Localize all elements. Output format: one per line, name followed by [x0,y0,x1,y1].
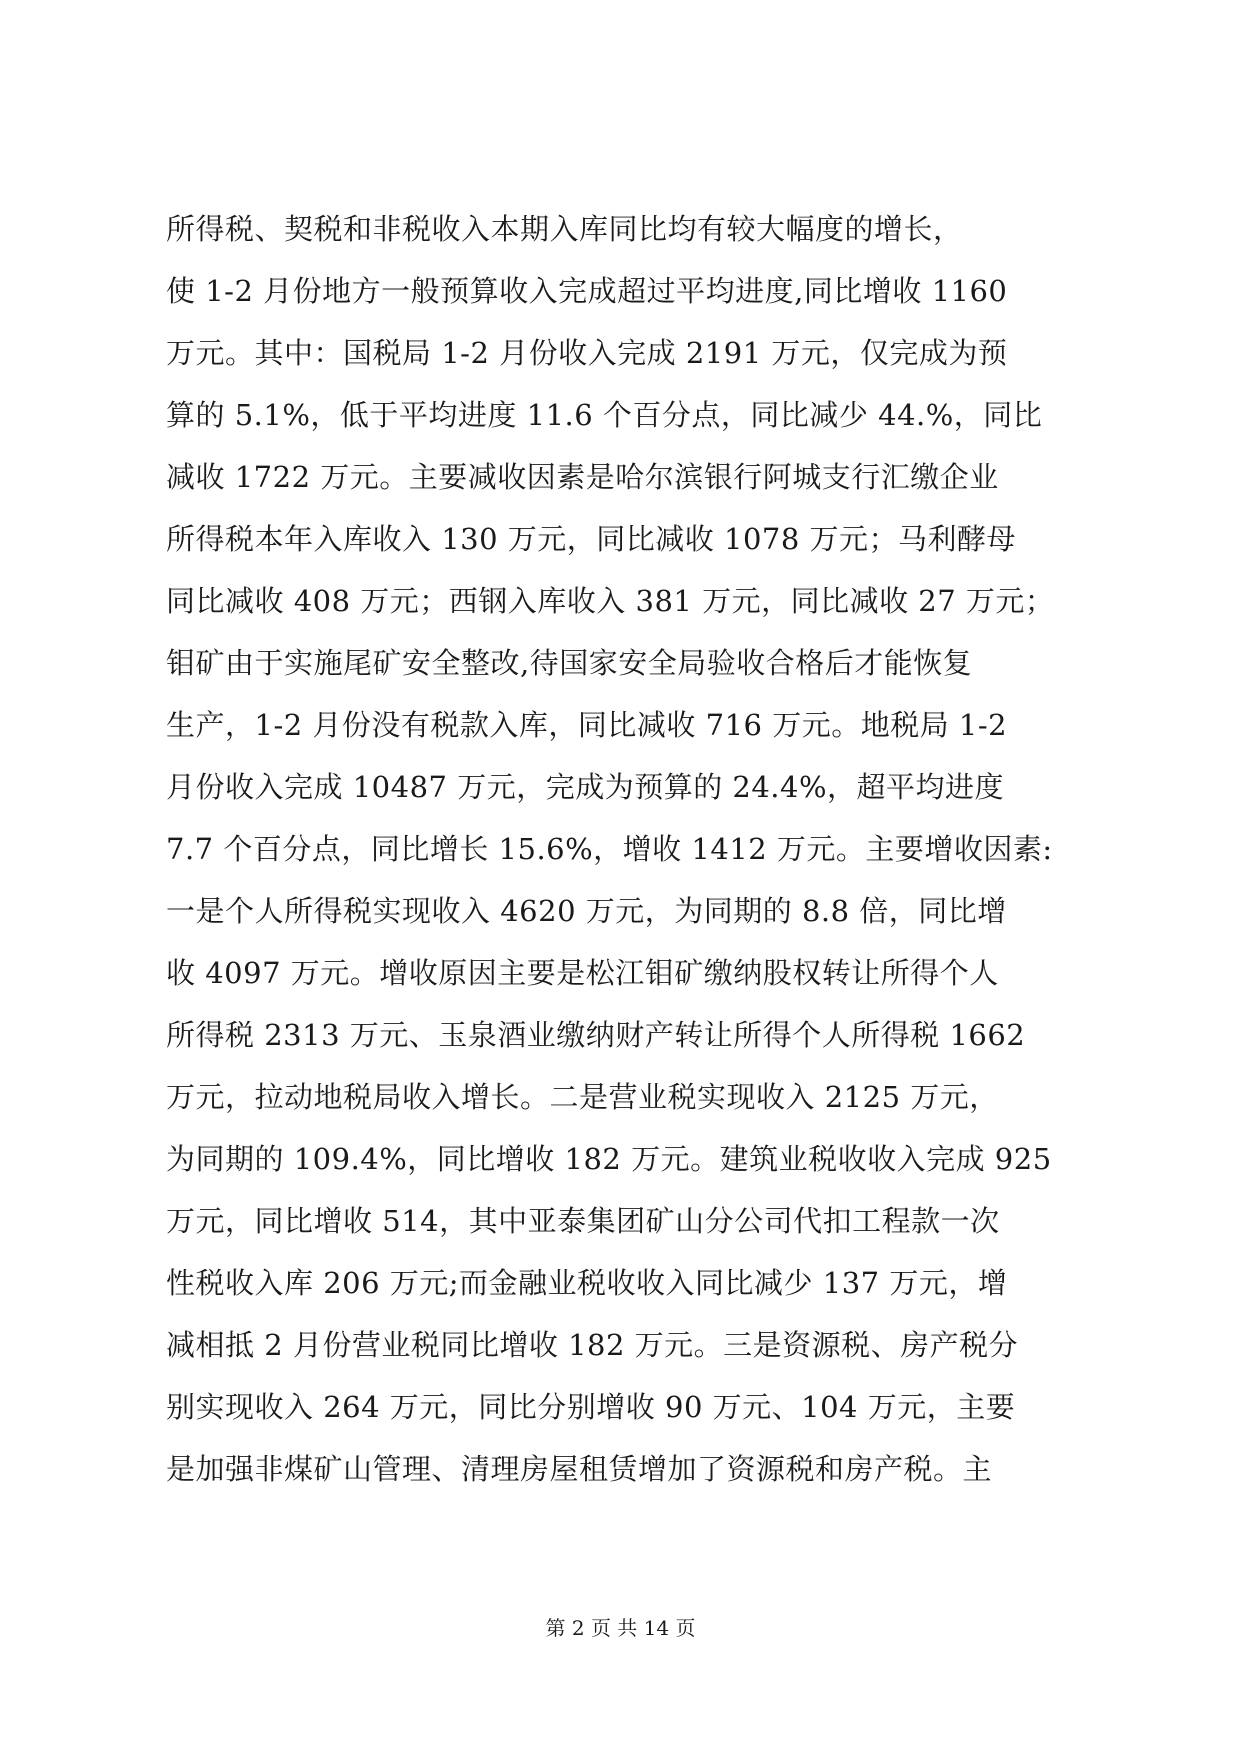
text-line: 使 1-2 月份地方一般预算收入完成超过平均进度,同比增收 1160 [166,274,1008,308]
text-line: 收 4097 万元。增收原因主要是松江钼矿缴纳股权转让所得个人 [166,956,999,990]
text-line: 所得税本年入库收入 130 万元，同比减收 1078 万元；马利酵母 [166,522,1017,556]
text-line: 万元。其中：国税局 1-2 月份收入完成 2191 万元，仅完成为预 [166,336,1008,370]
body-text [166,198,1086,1500]
text-line: 万元，同比增收 514，其中亚泰集团矿山分公司代扣工程款一次 [166,1204,1000,1238]
text-line: 别实现收入 264 万元，同比分别增收 90 万元、104 万元，主要 [166,1390,1016,1424]
text-line: 一是个人所得税实现收入 4620 万元，为同期的 8.8 倍，同比增 [166,894,1007,928]
text-line: 是加强非煤矿山管理、清理房屋租赁增加了资源税和房产税。主 [166,1452,993,1486]
text-line: 减收 1722 万元。主要减收因素是哈尔滨银行阿城支行汇缴企业 [166,460,999,494]
text-line: 为同期的 109.4%，同比增收 182 万元。建筑业税收收入完成 925 [166,1142,1052,1176]
page-number: 第 2 页 共 14 页 [545,1616,696,1640]
text-line: 生产，1-2 月份没有税款入库，同比减收 716 万元。地税局 1-2 [166,708,1008,742]
text-line: 7.7 个百分点，同比增长 15.6%，增收 1412 万元。主要增收因素: [166,832,1053,866]
text-line: 月份收入完成 10487 万元，完成为预算的 24.4%，超平均进度 [166,770,1005,804]
text-line: 所得税、契税和非税收入本期入库同比均有较大幅度的增长， [166,212,963,246]
page-footer [0,1612,1241,1641]
text-line: 同比减收 408 万元；西钢入库收入 381 万元，同比减收 27 万元； [166,584,1055,618]
text-line: 减相抵 2 月份营业税同比增收 182 万元。三是资源税、房产税分 [166,1328,1019,1362]
text-line: 钼矿由于实施尾矿安全整改,待国家安全局验收合格后才能恢复 [166,646,973,680]
text-line: 所得税 2313 万元、玉泉酒业缴纳财产转让所得个人所得税 1662 [166,1018,1026,1052]
text-line: 算的 5.1%，低于平均进度 11.6 个百分点，同比减少 44.%，同比 [166,398,1043,432]
text-line: 性税收入库 206 万元;而金融业税收收入同比减少 137 万元，增 [166,1266,1008,1300]
text-line: 万元，拉动地税局收入增长。二是营业税实现收入 2125 万元， [166,1080,999,1114]
